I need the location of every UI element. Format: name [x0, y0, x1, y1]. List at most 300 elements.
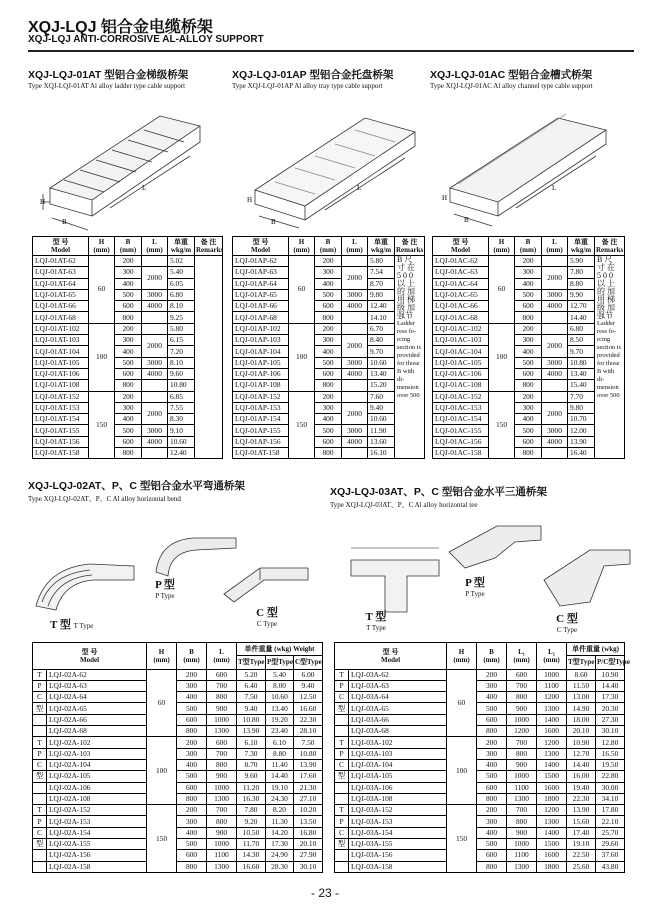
l-cell: 3000: [342, 357, 368, 368]
model-cell: LQJ-01AT-158: [233, 448, 289, 459]
model-cell: LQJ-02A-102: [47, 737, 147, 748]
l-cell: 1000: [207, 714, 237, 725]
l2-cell: 1600: [537, 782, 567, 793]
l-cell: [342, 391, 368, 402]
weight-c-cell: 16.80: [294, 827, 323, 838]
b-cell: 400: [515, 346, 542, 357]
weight-p-cell: 24.30: [266, 793, 294, 804]
l1-cell: 800: [507, 692, 537, 703]
weight-c-cell: 7.50: [294, 737, 323, 748]
b-cell: 200: [177, 669, 207, 680]
s5-label-t: T 型 T Type: [365, 611, 387, 632]
model-cell: LQJ-03A-105: [349, 771, 447, 782]
weight-t-cell: 13.00: [567, 692, 596, 703]
weight-t-cell: 7.50: [237, 692, 266, 703]
remark-line: mension: [397, 384, 419, 391]
model-cell: LQJ-01AC-66: [433, 301, 489, 312]
table-row: [33, 301, 223, 312]
weight-cell: 7.70: [568, 391, 595, 402]
weight-c-cell: 28.10: [294, 726, 323, 737]
weight-pc-cell: 30.10: [596, 726, 625, 737]
model-cell: LQJ-01AT-158: [33, 448, 89, 459]
l2-cell: 1300: [537, 748, 567, 759]
weight-p-cell: 6.10: [266, 737, 294, 748]
b-cell: 600: [177, 782, 207, 793]
model-cell: LQJ-01AC-104: [433, 346, 489, 357]
weight-p-cell: 14.40: [266, 771, 294, 782]
weight-t-cell: 16.30: [237, 793, 266, 804]
b-cell: 200: [315, 256, 342, 267]
weight-p-cell: 14.20: [266, 827, 294, 838]
b-cell: 500: [315, 357, 342, 368]
weight-c-cell: 30.10: [294, 861, 323, 872]
model-cell: LQJ-03A-103: [349, 748, 447, 759]
model-cell: LQJ-02A-63: [47, 680, 147, 691]
weight-p-cell: 11.30: [266, 816, 294, 827]
l1-cell: 900: [507, 759, 537, 770]
type-char-cell: [335, 714, 349, 725]
model-cell: LQJ-02A-103: [47, 748, 147, 759]
l-cell: [542, 380, 568, 391]
svg-text:B: B: [464, 216, 469, 224]
model-cell: LQJ-01AC-62: [433, 256, 489, 267]
l1-cell: 700: [507, 737, 537, 748]
th-H: H (mm): [89, 237, 115, 256]
weight-c-cell: 9.40: [294, 680, 323, 691]
b-cell: 500: [515, 357, 542, 368]
svg-text:H: H: [247, 196, 253, 204]
l-cell: 1000: [207, 839, 237, 850]
model-cell: LQJ-03A-63: [349, 680, 447, 691]
weight-p-cell: 8.80: [266, 748, 294, 759]
table-row: [33, 335, 223, 346]
table-row: [33, 692, 323, 703]
b-cell: 400: [115, 278, 142, 289]
s2-subtitle: Type XQJ-LQJ-01AP Al alloy tray type cable support: [232, 82, 383, 90]
remark-line: 以 上: [597, 279, 615, 288]
model-cell: LQJ-01AT-108: [33, 380, 89, 391]
b-cell: 500: [177, 703, 207, 714]
model-cell: LQJ-01AT-156: [33, 436, 89, 447]
l-cell: 3000: [142, 289, 168, 300]
weight-c-cell: 10.80: [294, 748, 323, 759]
weight-t-cell: 7.80: [237, 805, 266, 816]
remark-line: 强节: [597, 311, 613, 320]
svg-text:L: L: [142, 184, 147, 192]
s5-label-p: P 型 P Type: [465, 577, 485, 598]
svg-text:B: B: [271, 218, 276, 226]
model-cell: LQJ-02A-64: [47, 692, 147, 703]
weight-cell: 7.20: [168, 346, 195, 357]
weight-cell: 9.40: [368, 402, 395, 413]
l-cell: 900: [207, 827, 237, 838]
svg-text:L: L: [357, 184, 362, 192]
weight-t-cell: 13.90: [237, 726, 266, 737]
b-cell: 500: [515, 425, 542, 436]
remark-line: 用 梯: [597, 295, 615, 304]
l-cell: 2000: [542, 402, 568, 425]
b-cell: 600: [477, 782, 507, 793]
model-cell: LQJ-01AT-62: [33, 256, 89, 267]
b-cell: 800: [477, 861, 507, 872]
model-cell: LQJ-01AC-106: [433, 368, 489, 379]
l-cell: 2000: [142, 267, 168, 290]
remark-line: 5 0 0: [397, 271, 413, 280]
th-L: L (mm): [142, 237, 168, 256]
weight-cell: 10.60: [168, 436, 195, 447]
model-cell: LQJ-01AC-156: [433, 436, 489, 447]
l-cell: [342, 448, 368, 459]
weight-cell: 8.80: [568, 278, 595, 289]
model-cell: LQJ-01AT-106: [33, 368, 89, 379]
table-row: [433, 256, 625, 267]
weight-t-cell: 19.40: [567, 782, 596, 793]
weight-t-cell: 5.20: [237, 669, 266, 680]
weight-t-cell: 14.90: [567, 703, 596, 714]
table-row: [33, 782, 323, 793]
l1-cell: 800: [507, 748, 537, 759]
th-remark: 备 注 Remarks: [596, 238, 624, 254]
weight-cell: 6.15: [168, 335, 195, 346]
weight-p-cell: 19.10: [266, 782, 294, 793]
l2-cell: 1800: [537, 861, 567, 872]
b-cell: 300: [177, 748, 207, 759]
table-row: [335, 737, 625, 748]
b-cell: 600: [315, 436, 342, 447]
th-model: 型 号 Model: [33, 643, 147, 670]
b-cell: 800: [315, 448, 342, 459]
model-cell: LQJ-01AP-108: [233, 380, 289, 391]
l-cell: [542, 312, 568, 323]
th-B: B (mm): [477, 643, 507, 670]
type-char-cell: T: [33, 669, 47, 680]
l-cell: 600: [207, 737, 237, 748]
table-row: [335, 714, 625, 725]
th-H: H (mm): [147, 643, 177, 670]
l-cell: 4000: [542, 301, 568, 312]
b-cell: 500: [477, 771, 507, 782]
th-L1: L₁ (mm): [507, 643, 537, 670]
model-cell: LQJ-03A-153: [349, 816, 447, 827]
model-cell: LQJ-01AT-152: [33, 391, 89, 402]
l-cell: 2000: [342, 335, 368, 358]
th-weight: 单重 wkg/m: [368, 237, 395, 256]
model-cell: LQJ-01AT-63: [33, 267, 89, 278]
model-cell: LQJ-01AC-158: [433, 448, 489, 459]
th-remark: 备 注 Remarks: [196, 238, 224, 254]
l1-cell: 1000: [507, 839, 537, 850]
channel-tray-illustration: [440, 100, 620, 226]
l-cell: [542, 448, 568, 459]
l-cell: 1300: [207, 861, 237, 872]
weight-cell: 15.20: [368, 380, 395, 391]
model-cell: LQJ-01AP-66: [233, 301, 289, 312]
th-weight: 单重 wkg/m: [168, 237, 195, 256]
l-cell: [542, 391, 568, 402]
weight-c-cell: 21.30: [294, 782, 323, 793]
weight-c-cell: 12.50: [294, 692, 323, 703]
th-L: L (mm): [207, 643, 237, 670]
weight-c-cell: 17.60: [294, 771, 323, 782]
table-row: [33, 737, 323, 748]
model-cell: LQJ-02A-62: [47, 669, 147, 680]
l-cell: 4000: [542, 436, 568, 447]
type-char-cell: P: [335, 680, 349, 691]
remark-line: B with di-: [397, 368, 415, 383]
weight-cell: 5.80: [168, 323, 195, 334]
l-cell: 1300: [207, 793, 237, 804]
s4-label-c: C 型 C Type: [256, 607, 278, 628]
l-cell: 2000: [542, 335, 568, 358]
l1-cell: 900: [507, 703, 537, 714]
b-cell: 600: [515, 368, 542, 379]
s1-subtitle: Type XQJ-LQJ-01AT Al alloy ladder type cable support: [28, 82, 186, 90]
table-row: [335, 692, 625, 703]
weight-cell: 12.40: [368, 301, 395, 312]
b-cell: 300: [177, 816, 207, 827]
table-row: [33, 827, 323, 838]
remark-line: Ladder: [597, 320, 616, 327]
l1-cell: 800: [507, 816, 537, 827]
model-cell: LQJ-01AP-155: [233, 425, 289, 436]
b-cell: 800: [515, 380, 542, 391]
weight-t-cell: 17.40: [567, 827, 596, 838]
model-cell: LQJ-01AC-105: [433, 357, 489, 368]
l-cell: 4000: [142, 301, 168, 312]
b-cell: 800: [515, 448, 542, 459]
model-cell: LQJ-01AC-108: [433, 380, 489, 391]
b-cell: 500: [177, 771, 207, 782]
table-row: [335, 680, 625, 691]
table-row: [33, 256, 223, 267]
model-cell: LQJ-03A-155: [349, 839, 447, 850]
s3-title: XQJ-LQJ-01AC 型铝合金槽式桥架: [430, 69, 593, 81]
weight-cell: 10.80: [568, 357, 595, 368]
weight-cell: 13.40: [568, 368, 595, 379]
remark-line: 用 梯: [397, 295, 415, 304]
b-cell: 500: [477, 703, 507, 714]
weight-cell: 8.50: [568, 335, 595, 346]
type-char-cell: C: [33, 759, 47, 770]
weight-c-cell: 16.60: [294, 703, 323, 714]
model-cell: LQJ-01AC-155: [433, 425, 489, 436]
weight-p-cell: 23.40: [266, 726, 294, 737]
type-char-cell: 型: [335, 839, 349, 850]
model-cell: LQJ-03A-152: [349, 805, 447, 816]
weight-t-cell: 8.70: [237, 759, 266, 770]
l-cell: [542, 256, 568, 267]
l-cell: [342, 256, 368, 267]
remark-cell: [195, 256, 223, 459]
weight-cell: 11.90: [368, 425, 395, 436]
model-cell: LQJ-01AP-152: [233, 391, 289, 402]
weight-cell: 5.40: [168, 267, 195, 278]
model-cell: LQJ-02A-153: [47, 816, 147, 827]
weight-cell: 6.05: [168, 278, 195, 289]
weight-cell: 5.80: [368, 256, 395, 267]
model-cell: LQJ-03A-104: [349, 759, 447, 770]
b-cell: 500: [177, 839, 207, 850]
model-cell: LQJ-01AC-154: [433, 414, 489, 425]
svg-text:L: L: [552, 184, 557, 192]
table-row: [335, 748, 625, 759]
l1-cell: 1000: [507, 771, 537, 782]
table-row: [33, 839, 323, 850]
type-char-cell: T: [335, 737, 349, 748]
l-cell: [342, 380, 368, 391]
weight-p-cell: 24.90: [266, 850, 294, 861]
table-row: [335, 703, 625, 714]
th-weight: 单件重量 (wkg) Weight: [237, 643, 323, 656]
s4-subtitle: Type XQJ-LQJ-02AT、P、C Al alloy horizontal bend: [28, 495, 181, 503]
weight-t-cell: 20.10: [567, 726, 596, 737]
weight-cell: 8.40: [368, 335, 395, 346]
model-cell: LQJ-01AC-68: [433, 312, 489, 323]
weight-t-cell: 6.10: [237, 737, 266, 748]
l-cell: 3000: [542, 425, 568, 436]
b-cell: 500: [115, 425, 142, 436]
table-row: [33, 726, 323, 737]
type-char-cell: [33, 850, 47, 861]
b-cell: 300: [115, 267, 142, 278]
weight-pc-cell: 22.80: [596, 771, 625, 782]
table-row: [335, 669, 625, 680]
s4-label-t: T 型 T Type: [50, 619, 94, 631]
h-cell: 100: [147, 737, 177, 805]
table-row: [33, 850, 323, 861]
b-cell: 300: [315, 402, 342, 413]
s5-table: [334, 642, 630, 873]
l-cell: 800: [207, 692, 237, 703]
weight-cell: 6.70: [368, 323, 395, 334]
b-cell: 600: [315, 301, 342, 312]
table-row: [233, 256, 425, 267]
remark-line: for those: [397, 360, 420, 367]
weight-pc-cell: 29.60: [596, 839, 625, 850]
b-cell: 500: [515, 289, 542, 300]
b-cell: 600: [177, 714, 207, 725]
h-cell: 60: [447, 669, 477, 737]
weight-cell: 9.80: [568, 402, 595, 413]
weight-t-cell: 19.10: [567, 839, 596, 850]
b-cell: 600: [477, 850, 507, 861]
l2-cell: 1000: [537, 669, 567, 680]
table-row: [33, 323, 223, 334]
weight-t-cell: 9.60: [237, 771, 266, 782]
b-cell: 500: [115, 357, 142, 368]
model-cell: LQJ-02A-156: [47, 850, 147, 861]
th-L2: L₂ (mm): [537, 643, 567, 670]
weight-p-cell: 11.40: [266, 759, 294, 770]
h-cell: 150: [147, 805, 177, 873]
type-char-cell: P: [335, 748, 349, 759]
page-subtitle: XQJ-LQJ ANTI-CORROSIVE AL-ALLOY SUPPORT: [28, 34, 264, 45]
table-row: [33, 380, 223, 391]
weight-pc-cell: 16.50: [596, 748, 625, 759]
s1-table: [32, 236, 223, 459]
b-cell: 400: [177, 759, 207, 770]
b-cell: 300: [315, 335, 342, 346]
th-B: B (mm): [115, 237, 142, 256]
s2-table: [232, 236, 425, 459]
l-cell: [342, 312, 368, 323]
svg-text:H: H: [442, 194, 448, 202]
b-cell: 400: [177, 692, 207, 703]
h-cell: 60: [89, 256, 115, 324]
b-cell: 400: [115, 414, 142, 425]
model-cell: LQJ-01AC-152: [433, 391, 489, 402]
model-cell: LQJ-01AT-104: [33, 346, 89, 357]
weight-t-cell: 25.60: [567, 861, 596, 872]
weight-p-cell: 19.20: [266, 714, 294, 725]
l-cell: 2000: [142, 402, 168, 425]
weight-pc-cell: 10.90: [596, 669, 625, 680]
type-char-cell: [33, 726, 47, 737]
model-cell: LQJ-01AP-62: [233, 256, 289, 267]
h-cell: 150: [289, 391, 315, 459]
l-cell: 2000: [542, 267, 568, 290]
b-cell: 500: [115, 289, 142, 300]
model-cell: LQJ-01AT-154: [33, 414, 89, 425]
l1-cell: 1200: [507, 726, 537, 737]
weight-cell: 9.10: [168, 425, 195, 436]
model-cell: LQJ-01AC-63: [433, 267, 489, 278]
table-row: [33, 703, 323, 714]
tray-illustration: [245, 98, 425, 226]
weight-cell: 7.54: [368, 267, 395, 278]
table-row: [335, 839, 625, 850]
weight-c-cell: 27.10: [294, 793, 323, 804]
model-cell: LQJ-01AC-64: [433, 278, 489, 289]
header-rule: [28, 50, 634, 52]
bend-t-illustration: [30, 556, 140, 622]
weight-cell: 13.60: [368, 436, 395, 447]
weight-cell: 5.90: [568, 256, 595, 267]
l1-cell: 1100: [507, 782, 537, 793]
tee-t-illustration: [345, 536, 445, 616]
l1-cell: 1000: [507, 714, 537, 725]
table-row: [33, 368, 223, 379]
ladder-tray-illustration: [40, 98, 210, 226]
l-cell: 2000: [342, 267, 368, 290]
weight-cell: 14.40: [568, 312, 595, 323]
weight-c-cell: 22.30: [294, 714, 323, 725]
model-cell: LQJ-03A-156: [349, 850, 447, 861]
model-cell: LQJ-02A-105: [47, 771, 147, 782]
l-cell: [342, 323, 368, 334]
model-cell: LQJ-01AP-106: [233, 368, 289, 379]
weight-cell: 6.80: [168, 289, 195, 300]
remark-cell: [595, 256, 625, 459]
th-H: H (mm): [489, 237, 515, 256]
b-cell: 300: [515, 267, 542, 278]
th-B: B (mm): [315, 237, 342, 256]
model-cell: LQJ-02A-158: [47, 861, 147, 872]
type-char-cell: P: [335, 816, 349, 827]
l-cell: 900: [207, 771, 237, 782]
l-cell: 4000: [142, 368, 168, 379]
l-cell: 3000: [542, 357, 568, 368]
model-cell: LQJ-01AC-102: [433, 323, 489, 334]
weight-cell: 7.55: [168, 402, 195, 413]
weight-cell: 9.70: [568, 346, 595, 357]
remark-line: 级 加: [597, 303, 615, 312]
b-cell: 200: [477, 737, 507, 748]
weight-p-cell: 8.20: [266, 805, 294, 816]
table-row: [335, 793, 625, 804]
h-cell: 100: [89, 323, 115, 391]
th-model: 型 号 Model: [33, 237, 89, 256]
